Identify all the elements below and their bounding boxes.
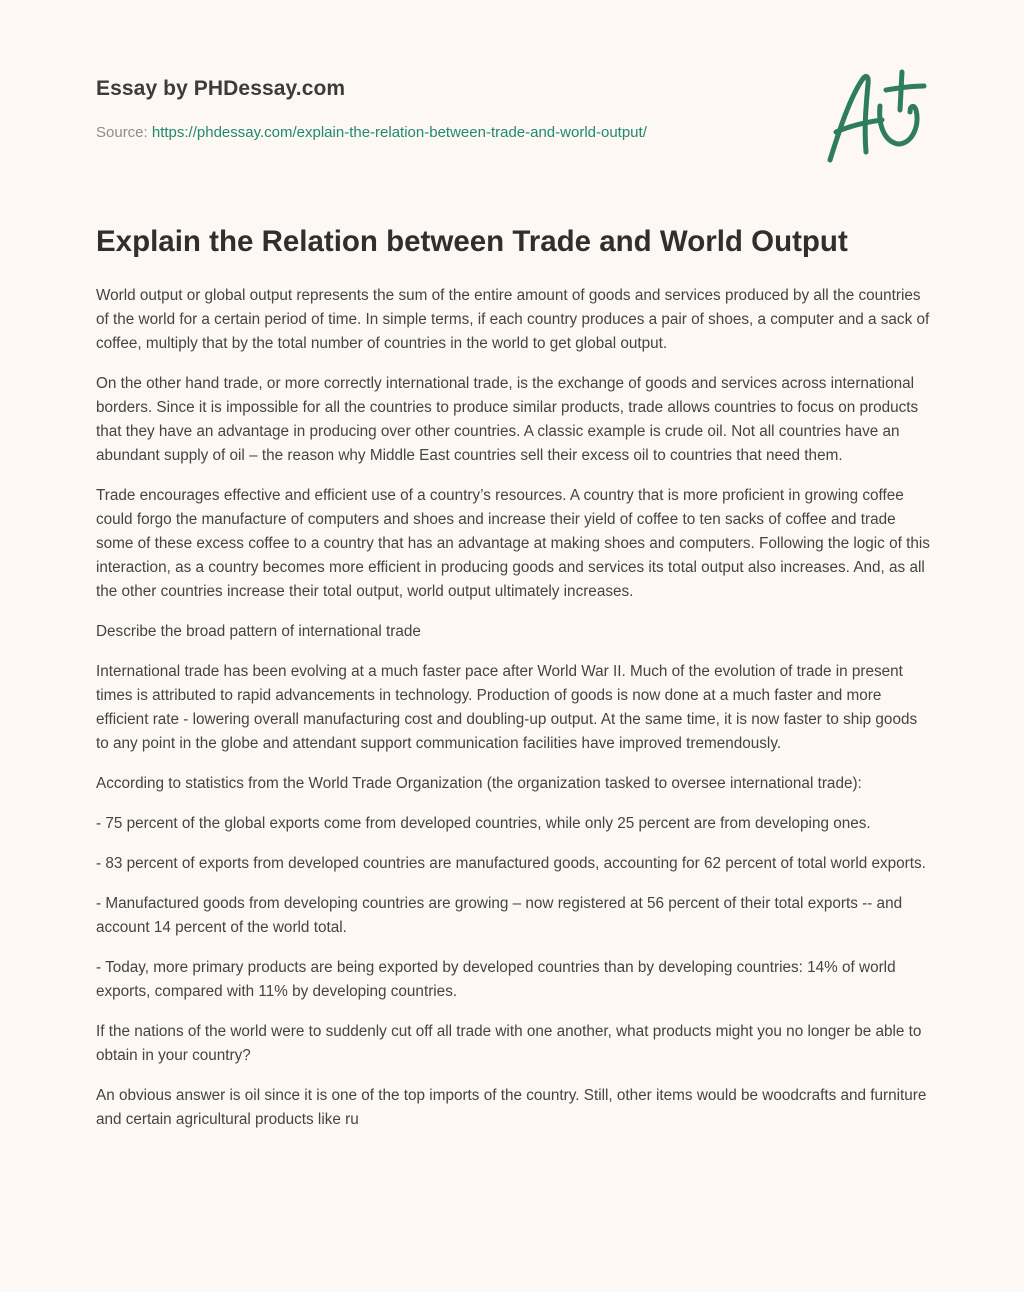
source-link[interactable]: https://phdessay.com/explain-the-relation-between-trade-and-world-output/ (151, 124, 647, 141)
list-item: - Manufactured goods from developing countries are growing – now registered at 56 percent of their total exports -- and account 14 percent of the world total. (96, 895, 903, 936)
essay-body (96, 284, 932, 1148)
paragraph: International trade has been evolving at a much faster pace after World War II. Much of the evolution of trade in present times is attributed to rapid advancements in technology. Production of goods is now done at a much faster and more efficient rate - lowering overall manufacturing cost and doubling-up output. At the same time, it is now faster to ship goods to any point in the globe and attendant support communication facilities have improved tremendously. (96, 663, 918, 752)
section-heading: Describe the broad pattern of international trade (96, 623, 421, 640)
paragraph: On the other hand trade, or more correctly international trade, is the exchange of goods and services across international borders. Since it is impossible for all the countries to produce similar products, trade allows countries to focus on products that they have an advantage in producing over other countries. A classic example is crude oil. Not all countries have an abundant supply of oil – the reason why Middle East countries sell their excess oil to countries that need them. (96, 375, 919, 464)
essay-title: Explain the Relation between Trade and World Output (96, 225, 848, 258)
paragraph: World output or global output represents the sum of the entire amount of goods and services produced by all the countries of the world for a certain period of time. In simple terms, if each country produces a pair of shoes, a computer and a sack of coffee, multiply that by the total number of countries in the world to get global output. (96, 287, 930, 352)
a-plus-logo-icon (822, 66, 932, 166)
paragraph: According to statistics from the World Trade Organization (the organization tasked to oversee international trade): (96, 775, 862, 792)
list-item: - 83 percent of exports from developed countries are manufactured goods, accounting for 62 percent of total world exports. (96, 855, 926, 872)
source-line (96, 124, 647, 141)
list-item: - Today, more primary products are being exported by developed countries than by developing countries: 14% of world exports, compared with 11% by developing countries. (96, 959, 896, 1000)
site-brand: Essay by PHDessay.com (96, 77, 346, 100)
list-item: - 75 percent of the global exports come from developed countries, while only 25 percent are from developing ones. (96, 815, 871, 832)
paragraph: If the nations of the world were to suddenly cut off all trade with one another, what products might you no longer be able to obtain in your country? (96, 1023, 922, 1064)
source-label: Source: (96, 124, 152, 141)
paragraph: An obvious answer is oil since it is one of the top imports of the country. Still, other items would be woodcrafts and furniture and certain agricultural products like ru (96, 1087, 927, 1128)
paragraph: Trade encourages effective and efficient use of a country’s resources. A country that is more proficient in growing coffee could forgo the manufacture of computers and shoes and increase their yield of coffee to ten sacks of coffee and trade some of these excess coffee to a country that has an advantage at making shoes and computers. Following the logic of this interaction, as a country becomes more efficient in producing goods and services its total output also increases. And, as all the other countries increase their total output, world output ultimately increases. (96, 487, 930, 600)
